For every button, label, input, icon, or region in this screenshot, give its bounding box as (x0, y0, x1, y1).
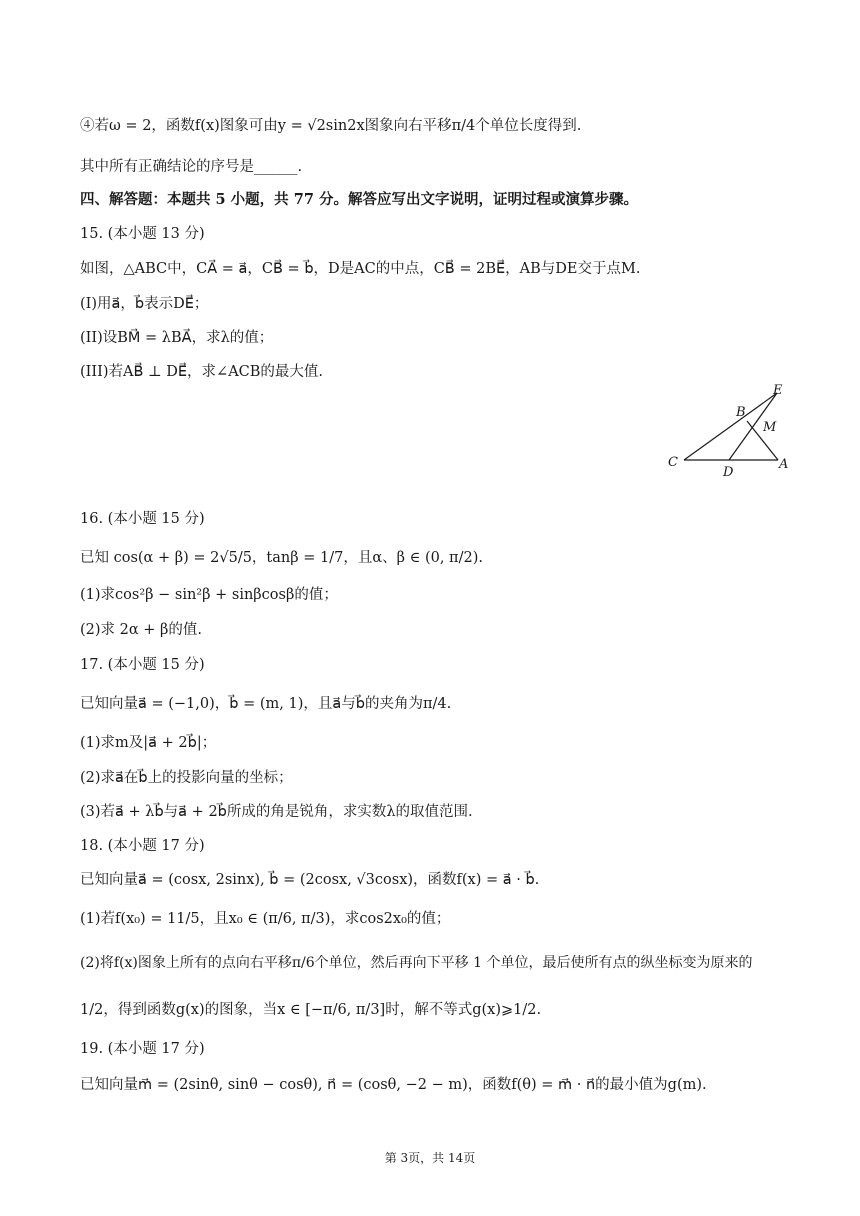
label-c: C (668, 455, 678, 470)
question-15-part-1: (I)用a⃗，b⃗表示DE⃗； (80, 296, 209, 312)
label-a: A (779, 457, 789, 472)
line-2: 其中所有正确结论的序号是______. (80, 159, 303, 175)
question-18-part-2-line-1: (2)将f(x)图象上所有的点向右平移π/6个单位，然后再向下平移 1 个单位，最后使所有点的纵坐标变为原来的 (80, 955, 753, 971)
question-17-part-2: (2)求a⃗在b⃗上的投影向量的坐标； (80, 770, 293, 786)
question-15-stem: 如图，△ABC中，CA⃗ = a⃗，CB⃗ = b⃗，D是AC的中点，CB⃗ = 2BE⃗，AB与DE交于点M. (80, 261, 641, 277)
question-15-part-2: (II)设BM⃗ = λBA⃗，求λ的值； (80, 330, 274, 346)
question-16-part-1: (1)求cos²β − sin²β + sinβcosβ的值； (80, 587, 338, 603)
question-18-stem: 已知向量a⃗ = (cosx, 2sinx), b⃗ = (2cosx, √3cosx)，函数f(x) = a⃗ · b⃗. (80, 872, 540, 888)
label-m: M (763, 420, 777, 435)
question-18-part-1: (1)若f(x₀) = 11/5，且x₀ ∈ (π/6, π/3)，求cos2x₀的值； (80, 911, 451, 927)
question-16-part-2: (2)求 2α + β的值. (80, 622, 203, 638)
line-1: ④若ω = 2，函数f(x)图象可由y = √2sin2x图象向右平移π/4个单位长度得到. (80, 118, 582, 134)
section-heading: 四、解答题：本题共 5 小题，共 77 分。解答应写出文字说明，证明过程或演算步骤。 (80, 191, 638, 208)
question-17-part-1: (1)求m及|a⃗ + 2b⃗|； (80, 735, 217, 751)
label-b: B (736, 405, 746, 420)
question-19-header: 19. (本小题 17 分) (80, 1041, 205, 1057)
triangle-figure (660, 380, 800, 480)
question-16-stem: 已知 cos(α + β) = 2√5/5，tanβ = 1/7，且α、β ∈ (0, π/2). (80, 550, 483, 566)
page-footer: 第 3页，共 14页 (384, 1151, 476, 1165)
label-d: D (723, 465, 734, 480)
question-18-part-2-line-2: 1/2，得到函数g(x)的图象，当x ∈ [−π/6, π/3]时，解不等式g(x)⩾1/2. (80, 1002, 542, 1018)
question-15-part-3: (III)若AB⃗ ⊥ DE⃗，求∠ACB的最大值. (80, 364, 324, 380)
question-16-header: 16. (本小题 15 分) (80, 511, 205, 527)
question-17-part-3: (3)若a⃗ + λb⃗与a⃗ + 2b⃗所成的角是锐角，求实数λ的取值范围. (80, 804, 473, 820)
question-19-stem: 已知向量m⃗ = (2sinθ, sinθ − cosθ), n⃗ = (cosθ, −2 − m)，函数f(θ) = m⃗ · n⃗的最小值为g(m). (80, 1077, 707, 1093)
question-18-header: 18. (本小题 17 分) (80, 838, 205, 854)
label-e: E (773, 383, 783, 398)
question-17-stem: 已知向量a⃗ = (−1,0)，b⃗ = (m, 1)，且a⃗与b⃗的夹角为π/4. (80, 696, 452, 712)
question-17-header: 17. (本小题 15 分) (80, 657, 205, 673)
question-15-header: 15. (本小题 13 分) (80, 226, 205, 242)
